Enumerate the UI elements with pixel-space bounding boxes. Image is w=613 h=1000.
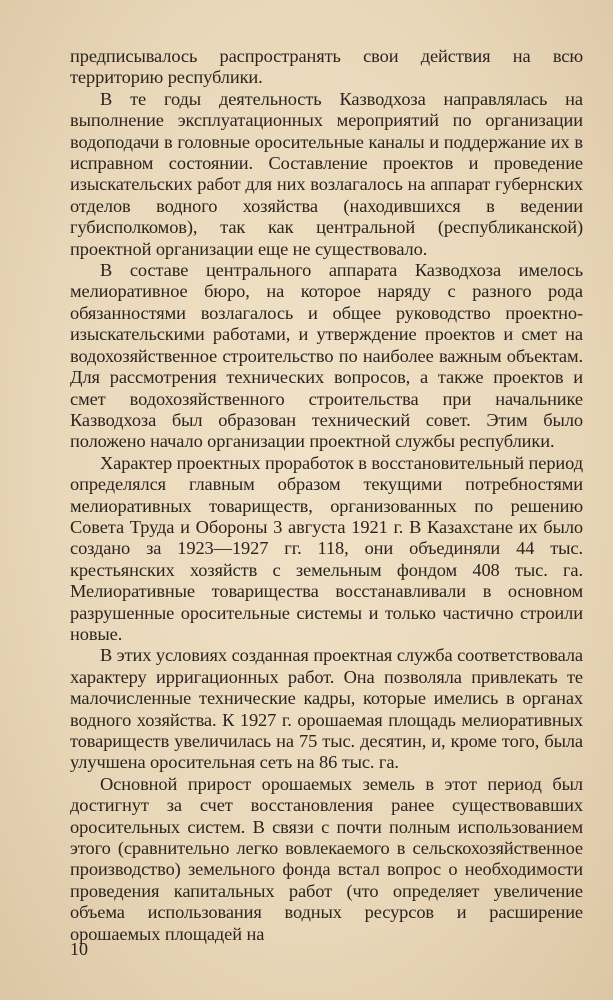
body-text <box>70 46 583 945</box>
paragraph-continuation: предписывалось распространять свои действия на всю территорию республики. <box>70 46 583 88</box>
paragraph-kazvodkhoz-activity: В те годы деятельность Казводхоза направлялась на выполнение эксплуатационных мероприятий по организации водоподачи в головные оросительные каналы и поддержание их в исправном состоянии. Составление проектов и проведение изыскательских работ для них возлагалось на аппарат губернских отделов водного хозяйства (находившихся в ведении губисполкомов), так как центральной (республиканской) проектной организации еще не существовало. <box>70 88 583 259</box>
paragraph-melioration-bureau: В составе центрального аппарата Казводхоза имелось мелиоративное бюро, на которое наряду с разного рода обязанностями возлагалось и общее руководство проектно-изыскательскими работами, и утверждение проектов и смет на водохозяйственное строительство по наиболее важным объектам. Для рассмотрения технических вопросов, а также проектов и смет водохозяйственного строительства при начальнике Казводхоза был образован технический совет. Этим было положено начало организации проектной службы республики. <box>70 260 583 452</box>
page-number: 10 <box>70 939 88 959</box>
paragraph-project-service: В этих условиях созданная проектная служба соответствовала характеру ирригационных работ. Она позволяла привлекать те малочисленные технические кадры, которые имелись в органах водного хозяйства. К 1927 г. орошаемая площадь мелиоративных товариществ увеличилась на 75 тыс. десятин, и, кроме того, была улучшена оросительная сеть на 86 тыс. га. <box>70 645 583 773</box>
paragraph-irrigated-land-growth: Основной прирост орошаемых земель в этот период был достигнут за счет восстановления ранее существовавших оросительных систем. В связи с почти полным использованием этого (сравнительно легко вовлекаемого в сельскохозяйственное производство) земельного фонда встал вопрос о необходимости проведения капитальных работ (что определяет увеличение объема использования водных ресурсов и расширение орошаемых площадей на <box>70 773 583 944</box>
paragraph-project-character: Характер проектных проработок в восстановительный период определялся главным образом текущими потребностями мелиоративных товариществ, организованных по решению Совета Труда и Обороны 3 августа 1921 г. В Казахстане их было создано за 1923—1927 гг. 118, они объединяли 44 тыс. крестьянских хозяйств с земельным фондом 408 тыс. га. Мелиоративные товарищества восстанавливали в основном разрушенные оросительные системы и только частично строили новые. <box>70 452 583 644</box>
